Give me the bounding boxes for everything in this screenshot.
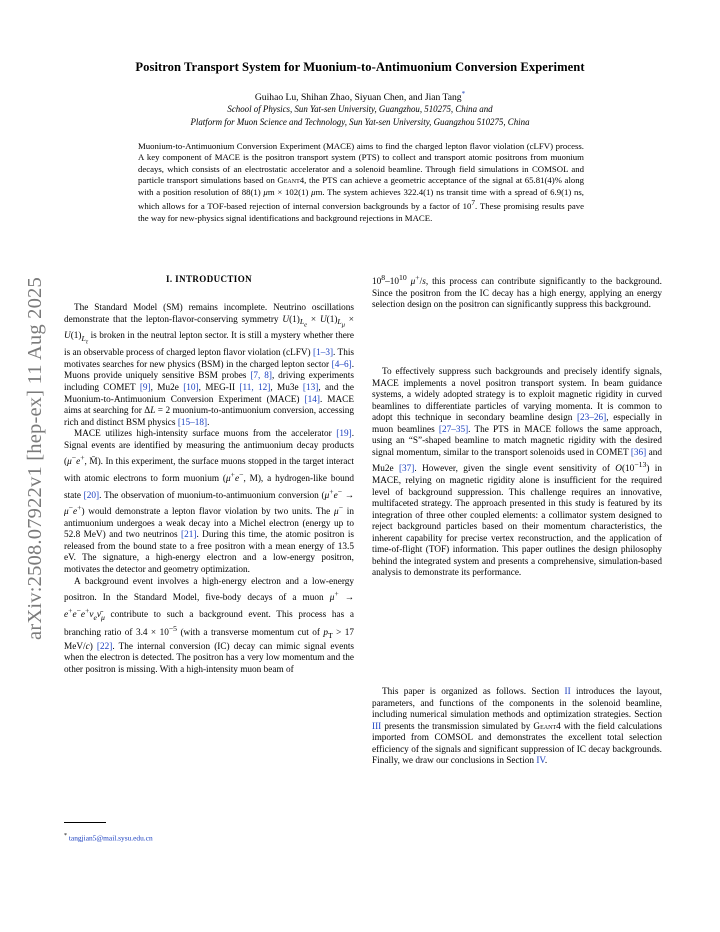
paragraph: A background event involves a high-energy electron and a low-energy positron. In the Standard Model, five-body decays of a muon $\mu^+ \to e^+e^-e^+\nu_e\nū_\mu$ contribute to such a background event. This process has a branching ratio of $3.4 \times 10^{-5}$ (with a transverse momentum cut of $p_T > 17$ MeV/c) [22]. The internal conversion (IC) decay can mimic signal events when the electron is detected. The positron has a very low momentum and the other positron is missing. With a high-intensity muon beam of <box>64 576 355 675</box>
corresponding-author-mark[interactable]: * <box>461 90 466 98</box>
paper-title: Positron Transport System for Muonium-to-Antimuonium Conversion Experiment <box>135 60 585 74</box>
footnote <box>64 833 153 842</box>
corresponding-email-link[interactable]: tangjian5@mail.sysu.edu.cn <box>68 833 153 843</box>
footnote-divider <box>64 822 106 823</box>
author-list <box>60 90 660 103</box>
paragraph: This paper is organized as follows. Section II introduces the layout, parameters, and functions of the components in the solenoid beamline, including numerical simulation methods and optimization strategies. Section III presents the transmission simulated by Geant4 with the field calculations imported from COMSOL and demonstrates the excellent total selection efficiency of the signals and significant suppression of IC decay backgrounds. Finally, we draw our conclusions in Section IV. <box>372 687 662 767</box>
affiliation-1: School of Physics, Sun Yat-sen University, Guangzhou, 510275, China and <box>227 104 493 114</box>
paragraph: $10^8-10^{10}$ μ+/s, this process can contribute significantly to the background. Since the positron from the IC decay has a high energy, applying an energy selection design on the positron can significantly suppress this background. <box>372 273 662 311</box>
affiliation-2: Platform for Muon Science and Technology, Sun Yat-sen University, Guangzhou 510275, China <box>190 117 530 127</box>
author-names: Guihao Lu, Shihan Zhao, Siyuan Chen, and Jian Tang <box>254 92 462 104</box>
abstract: Muonium-to-Antimuonium Conversion Experiment (MACE) aims to find the charged lepton flavor violation (cLFV) process. A key component of MACE is the positron transport system (PTS) to collect and transport atomic positrons from muonium decays, which consists of an electrostatic accelerator and a solenoid beamline. Through field simulations in COMSOL and particle transport simulations based on Geant4, the PTS can achieve a geometric acceptance of the signal at 65.81(4)% along with a position resolution of 88(1) μm × 102(1) μm. The system achieves 322.4(1) ns transit time with a spread of 6.9(1) ns, which allows for a TOF-based rejection of internal conversion backgrounds by a factor of $10^7$. These promising results pave the way for new-physics signal identifications and background rejections in MACE. <box>138 141 585 223</box>
paragraph: MACE utilizes high-intensity surface muons from the accelerator [19]. Signal events are identified by measuring the antimuonium decay products (μ−e+, M̄). In this experiment, the surface muons stopped in the target interact with atomic electrons to form muonium (μ+e−, M), a hydrogen-like bound state [20]. The observation of muonium-to-antimuonium conversion (μ+e− → μ−e+) would demonstrate a lepton flavor violation by two units. The μ− in antimuonium undergoes a weak decay into a Michel electron (energy up to 52.8 MeV) and two neutrinos [21]. During this time, the atomic positron is released from the bound state to a free positron with a mean energy of 13.5 eV. The signature, a high-energy electron and a low-energy positron, motivates the detector and geometry optimization. <box>64 429 355 575</box>
paragraph: To effectively suppress such backgrounds and precisely identify signals, MACE implements a novel positron transport system. In beam guidance systems, a widely adopted strategy is to exploit magnetic rigidity in curved beamlines to differentiate particles of varying momenta. It is common to adopt this technique in secondary beamline design [23–26], especially in muon beamlines [27–35]. The PTS in MACE follows the same approach, using an “S”-shaped beamline to match magnetic rigidity with the desired signal momentum, similar to the transport solenoids used in COMET [36] and Mu2e [37]. However, given the single event sensitivity of $O(10^{-13})$ in MACE, relying on magnetic rigidity alone is insufficient for the required level of background suppression. This challenge requires an innovative, multifaceted strategy. The approach presented in this study is featured by its integration of three other coupled elements: a collimator system designed to reject background particles based on their momentum characteristics, the inherent capability for precise vertex reconstruction, and the application of time-of-flight (TOF) information. This paper outlines the design philosophy behind the integrated system and presents a comprehensive, simulation-based analysis to demonstrate its performance. <box>372 367 662 579</box>
arxiv-stamp-text: arXiv:2508.07922v1 [hep-ex] 11 Aug 2025 <box>23 276 46 640</box>
footnote-mark: * <box>64 833 67 839</box>
section-heading-introduction: I. INTRODUCTION <box>165 274 252 284</box>
arxiv-stamp <box>20 258 50 658</box>
right-column <box>372 272 662 767</box>
paragraph: The Standard Model (SM) remains incomplete. Neutrino oscillations demonstrate that the lepton-flavor-conserving symmetry $U(1)_{L_e} \times U(1)_{L_\mu} \times U(1)_{L_\tau}$ is broken in the neutral lepton sector. It is still a mystery whether there is an observable process of charged lepton flavor violation (cLFV) [1–3]. This motivates searches for new physics (BSM) in the charged lepton sector [4–6]. Muons provide uniquely sensitive BSM probes [7, 8], driving experiments including COMET [9], Mu2e [10], MEG-II [11, 12], Mu3e [13], and the Muonium-to-Antimuonium Conversion Experiment (MACE) [14]. MACE aims at searching for ΔL = 2 muonium-to-antimuonium conversion, accessing rich and distinct BSM physics [15–18]. <box>64 303 355 428</box>
left-column <box>64 303 354 676</box>
